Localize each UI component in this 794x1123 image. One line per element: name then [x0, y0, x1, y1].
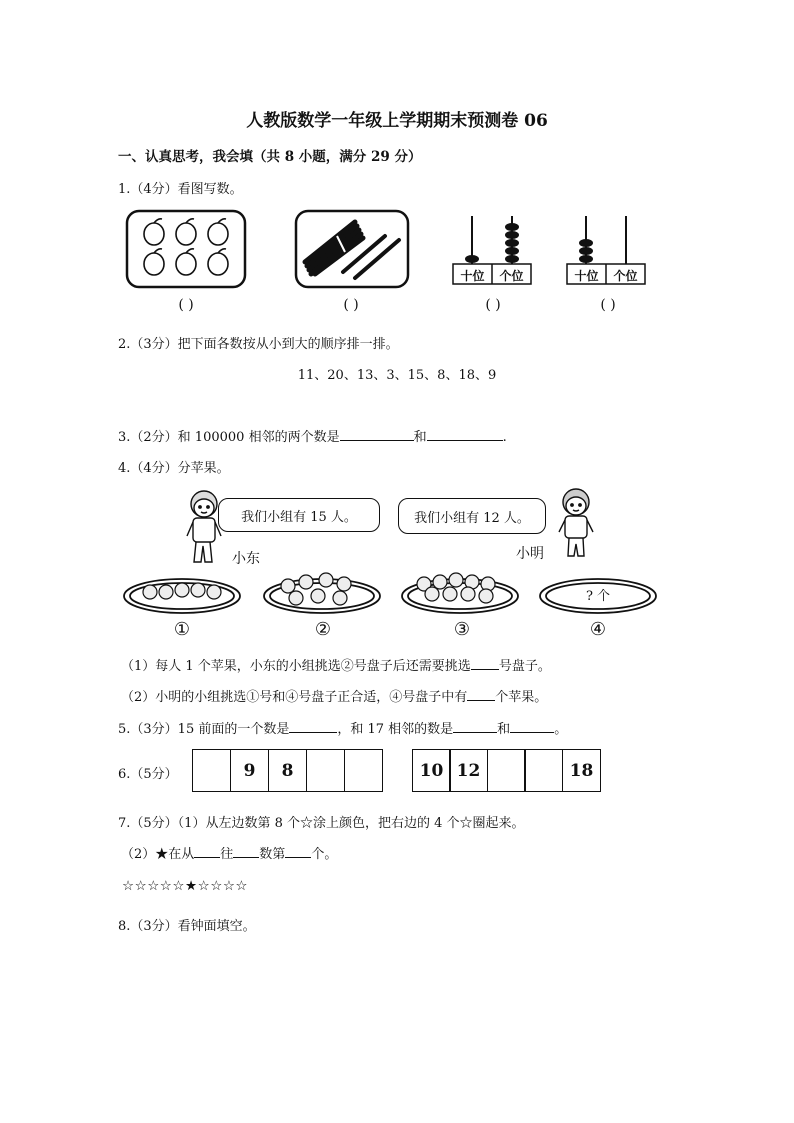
answer-blank-4b[interactable] — [467, 688, 495, 701]
question-7-sub2-b: 往 — [220, 847, 234, 862]
answer-blank-7c[interactable] — [285, 845, 311, 858]
question-4-sub1-text: （1）每人 1 个苹果，小东的小组挑选②号盘子后还需要挑选 — [121, 659, 471, 674]
question-1: 1.（4分）看图写数。 — [118, 182, 243, 197]
answer-blank-5c[interactable] — [510, 720, 554, 733]
page-title: 人教版数学一年级上学期期末预测卷 06 — [246, 111, 548, 131]
sequence-right-cell-2: 12 — [449, 749, 488, 792]
name-xiaodong: 小东 — [232, 551, 260, 567]
plate-label-3: ③ — [453, 619, 471, 640]
section-heading: 一、认真思考，我会填（共 8 小题，满分 29 分） — [118, 149, 422, 165]
question-7-sub2-d: 个。 — [311, 847, 338, 862]
answer-blank-7a[interactable] — [194, 845, 220, 858]
question-5-mid: ，和 17 相邻的数是 — [337, 722, 454, 737]
name-xiaoming: 小明 — [516, 546, 544, 562]
sequence-left-cell-1[interactable] — [192, 749, 231, 792]
question-8: 8.（3分）看钟面填空。 — [118, 919, 256, 934]
answer-paren-3[interactable]: ( ) — [485, 297, 501, 313]
question-7-sub2-c: 数第 — [259, 847, 286, 862]
plate-label-4: ④ — [589, 619, 607, 640]
question-4-sub1-suffix: 号盘子。 — [498, 659, 551, 674]
star-row[interactable]: ☆☆☆☆☆★☆☆☆☆ — [122, 878, 249, 894]
plate-question: ? 个 — [585, 589, 611, 604]
answer-blank-3a[interactable] — [340, 428, 414, 441]
answer-blank-4a[interactable] — [471, 657, 499, 670]
sequence-left-cell-3: 8 — [268, 749, 307, 792]
abacus-2-ones-label: 个位 — [613, 269, 638, 283]
sequence-right-cell-1: 10 — [412, 749, 451, 792]
sequence-left-cell-2: 9 — [230, 749, 269, 792]
apple-box-illustration — [126, 210, 246, 288]
plate-label-1: ① — [173, 619, 191, 640]
sequence-left-cell-4[interactable] — [306, 749, 345, 792]
answer-blank-5a[interactable] — [289, 720, 337, 733]
answer-paren-4[interactable]: ( ) — [600, 297, 616, 313]
sequence-right-cell-4[interactable] — [524, 749, 563, 792]
boy-xiaoming-illustration — [552, 486, 600, 566]
answer-paren-1[interactable]: ( ) — [178, 297, 194, 313]
question-4: 4.（4分）分苹果。 — [118, 461, 230, 476]
sequence-right-cell-5: 18 — [562, 749, 601, 792]
question-7: 7.（5分）（1）从左边数第 8 个☆涂上颜色，把右边的 4 个☆圈起来。 — [118, 816, 525, 831]
question-5-period: 。 — [554, 722, 568, 737]
question-7-sub2-a: （2）★在从 — [121, 847, 195, 862]
speech-bubble-right: 我们小组有 12 人。 — [398, 498, 546, 534]
answer-blank-7b[interactable] — [233, 845, 259, 858]
question-3-text: 3.（2分）和 100000 相邻的两个数是 — [118, 430, 340, 445]
speech-bubble-left: 我们小组有 15 人。 — [218, 498, 380, 532]
answer-blank-3b[interactable] — [427, 428, 503, 441]
abacus-1-ones-label: 个位 — [499, 269, 524, 283]
question-5-and: 和 — [497, 722, 511, 737]
question-7-sub2 — [121, 843, 337, 862]
question-4-sub2 — [121, 686, 547, 705]
plate-label-2: ② — [314, 619, 332, 640]
question-5 — [118, 718, 567, 737]
question-2: 2.（3分）把下面各数按从小到大的顺序排一排。 — [118, 337, 399, 352]
abacus-2-tens-label: 十位 — [574, 269, 599, 283]
abacus-1-tens-label: 十位 — [460, 269, 485, 283]
question-3-and: 和 — [413, 430, 427, 445]
question-4-sub2-text: （2）小明的小组挑选①号和④号盘子正合适，④号盘子中有 — [121, 690, 468, 705]
question-4-sub1 — [121, 655, 551, 674]
question-4-sub2-suffix: 个苹果。 — [495, 690, 548, 705]
sequence-right-cell-3[interactable] — [487, 749, 526, 792]
answer-blank-5b[interactable] — [453, 720, 497, 733]
sticks-box-illustration — [295, 210, 409, 288]
number-list: 11、20、13、3、15、8、18、9 — [297, 368, 497, 383]
question-3-period: . — [502, 430, 507, 445]
answer-paren-2[interactable]: ( ) — [343, 297, 359, 313]
question-3 — [118, 426, 507, 445]
question-6: 6.（5分） — [118, 767, 178, 782]
sequence-left-cell-5[interactable] — [344, 749, 383, 792]
question-5-text: 5.（3分）15 前面的一个数是 — [118, 722, 290, 737]
